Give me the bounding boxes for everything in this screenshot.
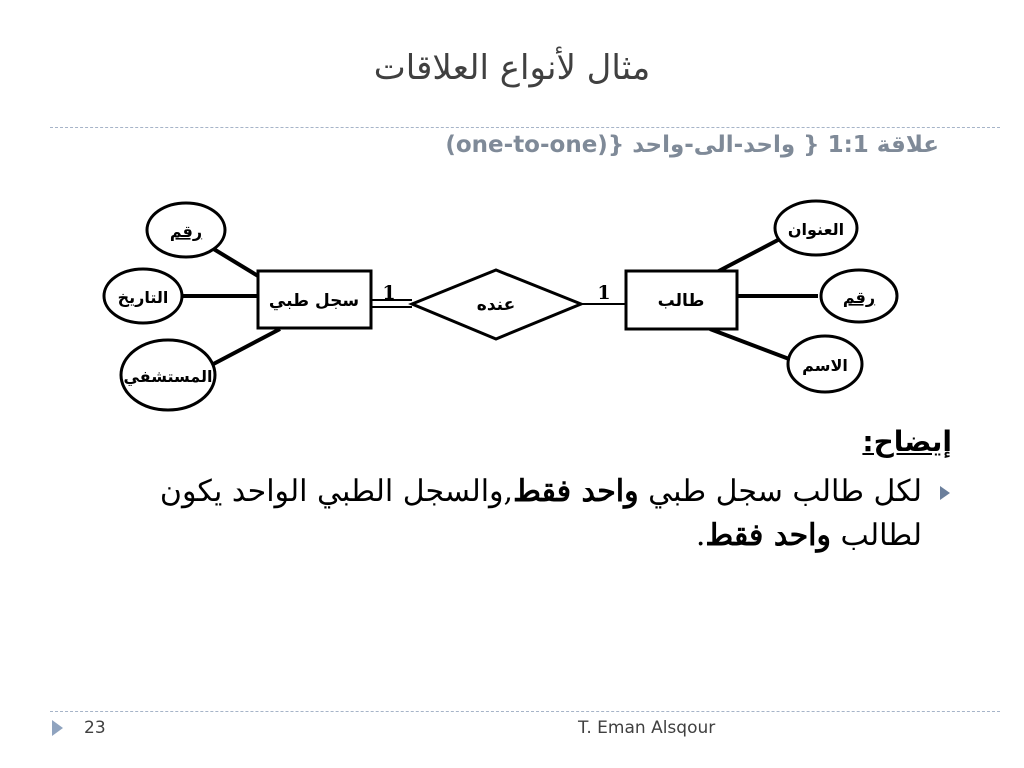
cardinality-left: 1 (382, 282, 396, 304)
explanation-part1: لكل طالب سجل طبي (638, 474, 922, 509)
explanation-label: إيضاح: (862, 425, 952, 458)
explanation-text (80, 470, 922, 558)
attr-right-middle-label: رقم (842, 288, 876, 307)
footer-divider (50, 711, 1000, 712)
page-number: 23 (84, 718, 106, 738)
attr-right-bottom-label: الاسم (802, 356, 848, 375)
line-left-top (212, 248, 263, 279)
explanation-bold1: واحد فقط (513, 474, 639, 509)
attr-left-bottom-label: المستشفي (123, 367, 213, 386)
explanation-part2: ,والسجل الطبي الواحد يكون لطالب (159, 474, 922, 553)
explanation-end: . (695, 518, 706, 553)
relationship-label: عنده (476, 295, 516, 315)
entity-right-label: طالب (657, 291, 705, 311)
subtitle-english: (one-to-one)} (445, 132, 625, 158)
footer-author: T. Eman Alsqour (578, 718, 716, 738)
footer-arrow-icon (52, 720, 63, 736)
entity-left-label: سجل طبي (268, 291, 360, 311)
attr-right-top-label: العنوان (787, 220, 845, 239)
cardinality-right: 1 (597, 282, 611, 304)
subtitle-arabic: علاقة 1:1 { واحد-الى-واحد (624, 132, 939, 158)
slide-title: مثال لأنواع العلاقات (373, 48, 651, 88)
attr-left-top-label: رقم (169, 222, 203, 241)
explanation-bold2: واحد فقط (705, 518, 831, 553)
attr-left-middle-label: التاريخ (117, 288, 169, 307)
bullet-arrow-icon (940, 486, 950, 500)
